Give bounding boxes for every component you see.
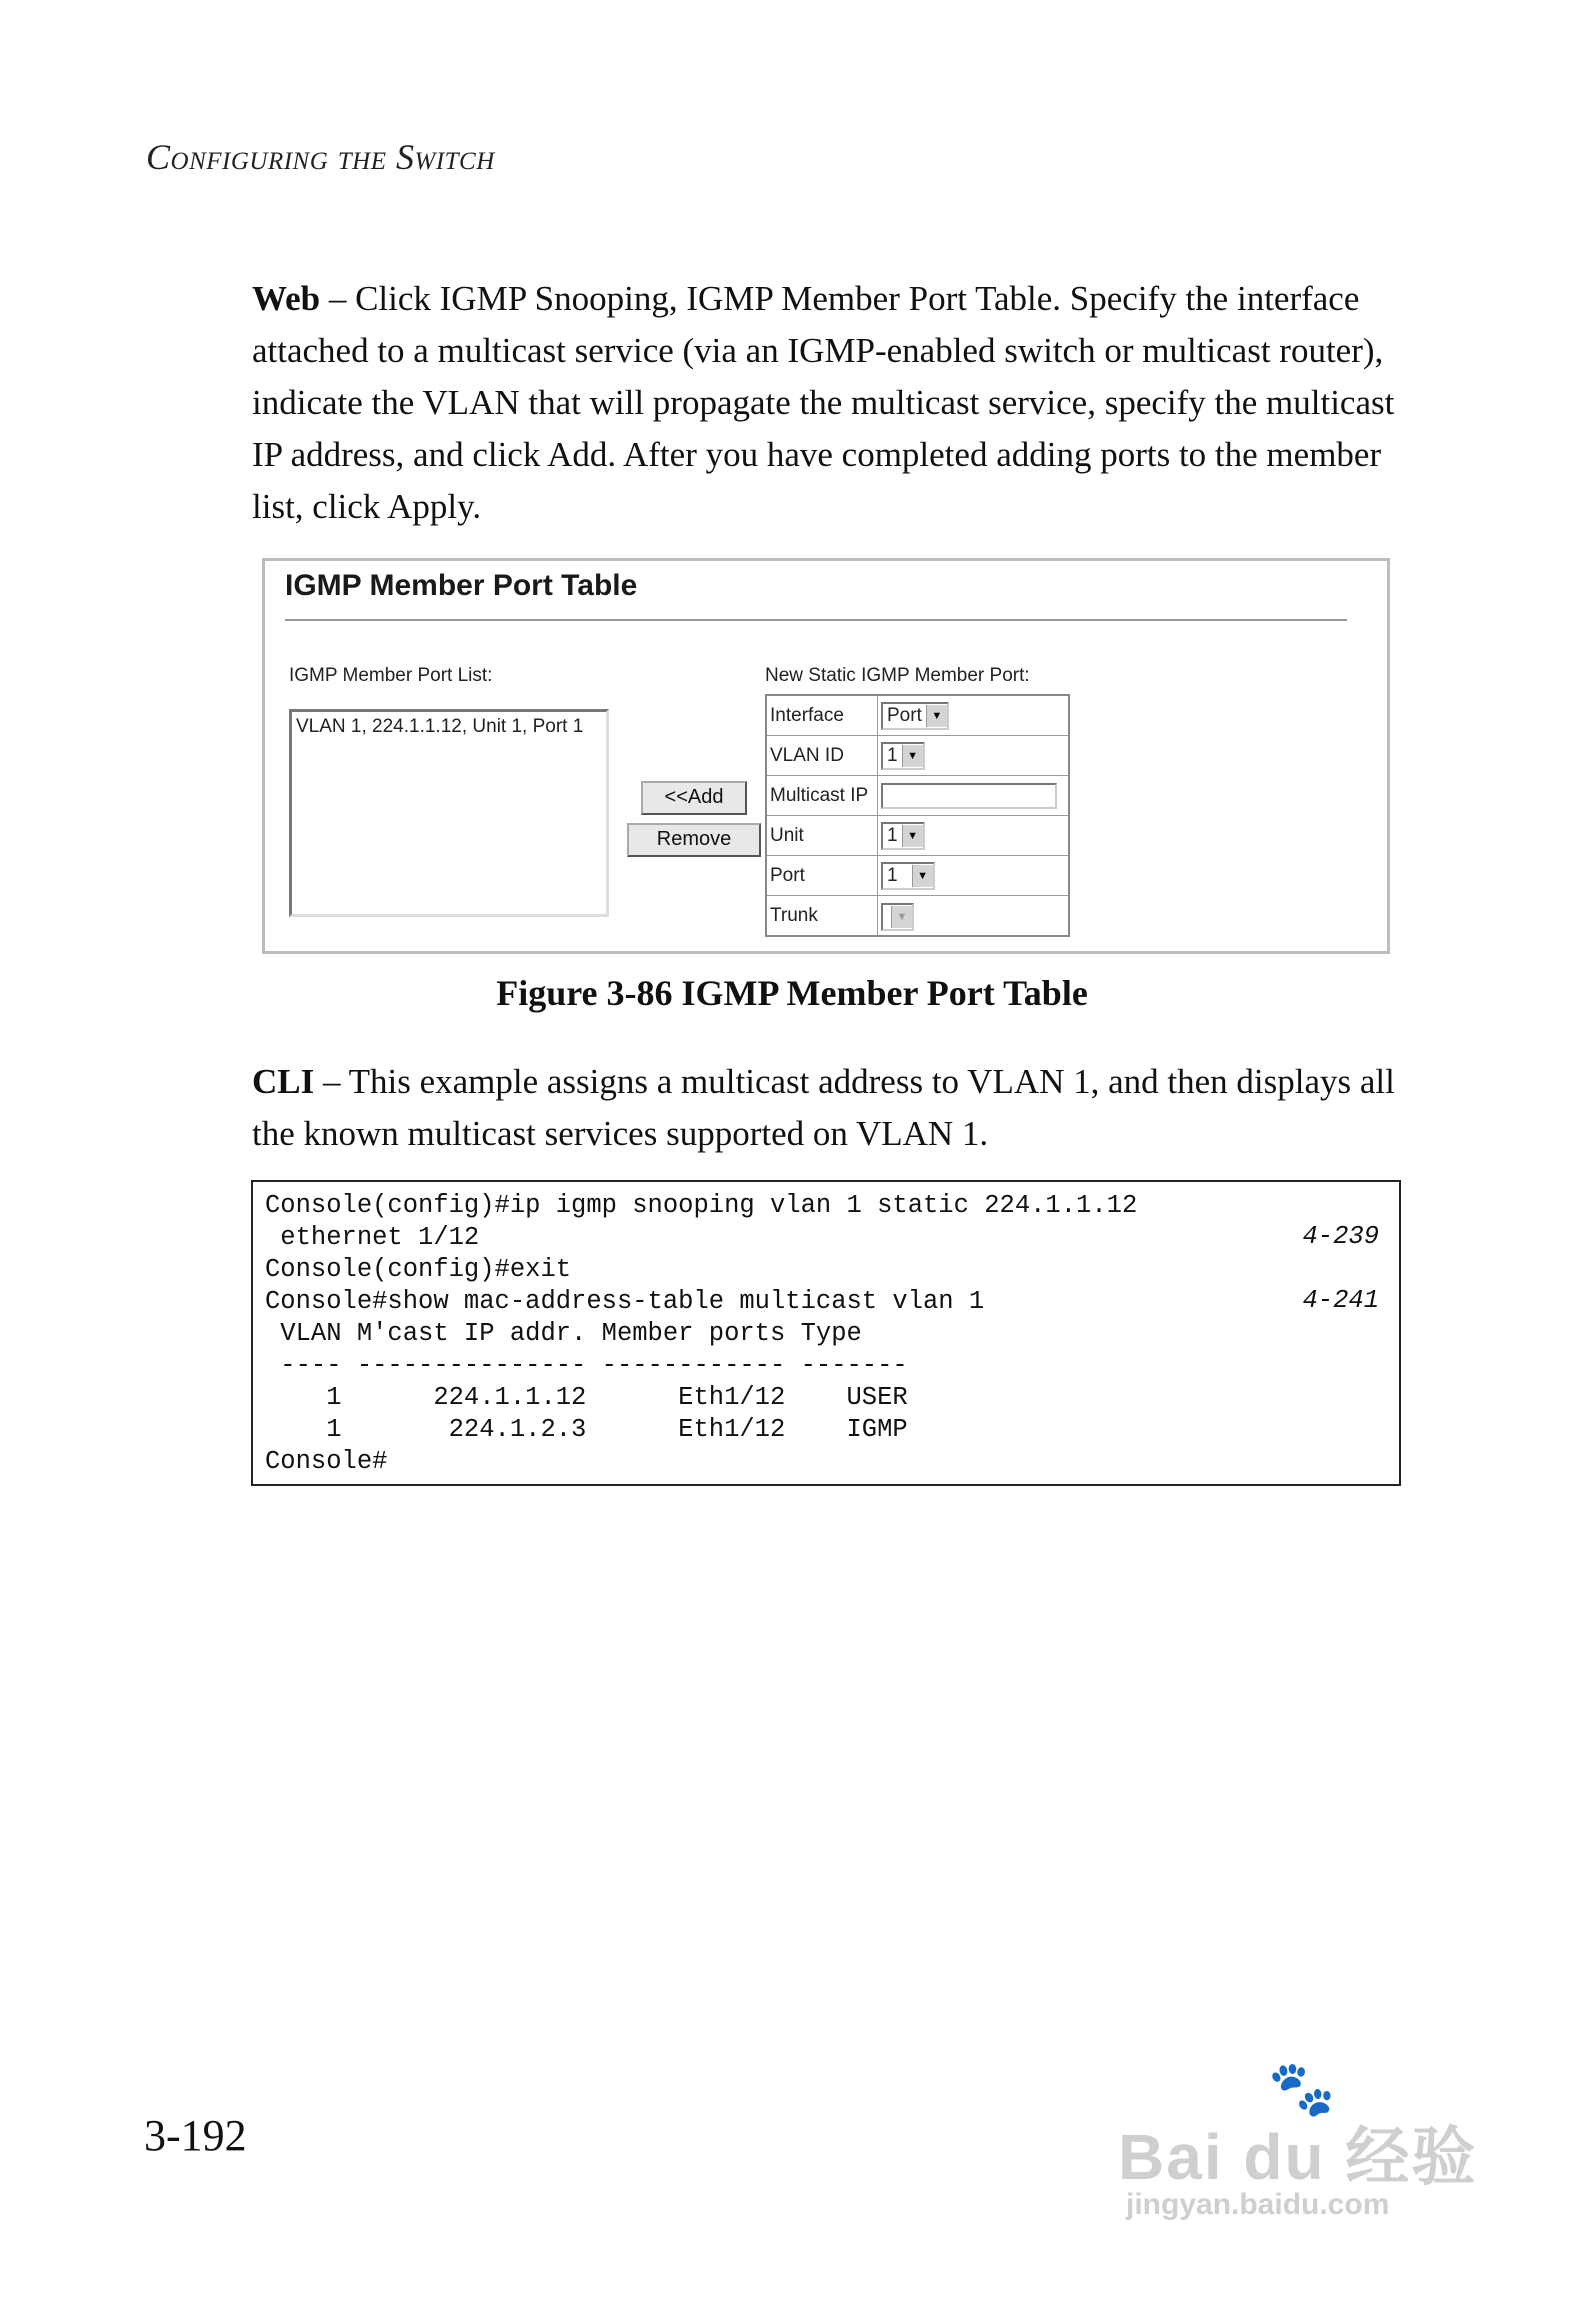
web-lead: Web bbox=[252, 279, 321, 318]
member-list-label: IGMP Member Port List: bbox=[289, 665, 493, 686]
code-line: VLAN M'cast IP addr. Member ports Type bbox=[265, 1319, 862, 1348]
unit-select[interactable] bbox=[881, 822, 925, 850]
baidu-watermark bbox=[1118, 2058, 1498, 2238]
cli-instructions bbox=[252, 1056, 1412, 1160]
multicast-ip-input[interactable] bbox=[881, 783, 1057, 809]
code-line: Console# bbox=[265, 1447, 388, 1476]
running-header: Configuring the Switch bbox=[146, 137, 495, 177]
code-line: 1 224.1.1.12 Eth1/12 USER bbox=[265, 1383, 908, 1412]
web-text: – Click IGMP Snooping, IGMP Member Port Table. Specify the interface attached to a multicast service (via an IGMP-enabled switch or multicast router), indicate the VLAN that will propagate the multicast service, specify the multicast IP address, and click Add. After you have completed adding ports to the member list, click Apply. bbox=[252, 279, 1395, 526]
dropdown-arrow-icon: ▼ bbox=[902, 825, 923, 847]
trunk-select[interactable] bbox=[881, 903, 914, 931]
igmp-member-port-panel bbox=[262, 558, 1390, 954]
panel-title: IGMP Member Port Table bbox=[285, 569, 638, 602]
code-line: ethernet 1/12 bbox=[265, 1223, 480, 1252]
code-line: Console(config)#ip igmp snooping vlan 1 static 224.1.1.12 bbox=[265, 1191, 1138, 1220]
vlan-id-select[interactable] bbox=[881, 742, 925, 770]
page-number: 3-192 bbox=[144, 2111, 247, 2160]
code-line: Console#show mac-address-table multicast vlan 1 bbox=[265, 1287, 985, 1316]
unit-label: Unit bbox=[766, 816, 878, 856]
figure-caption: Figure 3-86 IGMP Member Port Table bbox=[496, 973, 1088, 1013]
trunk-label: Trunk bbox=[766, 896, 878, 937]
list-item[interactable]: VLAN 1, 224.1.1.12, Unit 1, Port 1 bbox=[296, 716, 584, 737]
interface-label: Interface bbox=[766, 695, 878, 736]
paw-icon: 🐾 bbox=[1268, 2059, 1336, 2119]
xref-4-241: 4-241 bbox=[1302, 1286, 1379, 1315]
port-select[interactable] bbox=[881, 862, 935, 890]
title-divider bbox=[285, 619, 1347, 621]
cli-lead: CLI bbox=[252, 1062, 315, 1101]
vlan-id-value: 1 bbox=[887, 744, 898, 766]
remove-button[interactable]: Remove bbox=[627, 823, 761, 857]
new-member-form bbox=[765, 694, 1070, 937]
web-instructions bbox=[252, 273, 1412, 533]
watermark-logo: Bai du 经验 bbox=[1118, 2121, 1478, 2193]
code-line: Console(config)#exit bbox=[265, 1255, 572, 1284]
watermark-url: jingyan.baidu.com bbox=[1126, 2188, 1390, 2221]
cli-text: – This example assigns a multicast address to VLAN 1, and then displays all the known multicast services supported on VLAN 1. bbox=[252, 1062, 1395, 1153]
dropdown-arrow-icon: ▼ bbox=[891, 906, 912, 928]
member-port-list[interactable] bbox=[289, 709, 609, 917]
port-value: 1 bbox=[887, 864, 898, 886]
code-line: 1 224.1.2.3 Eth1/12 IGMP bbox=[265, 1415, 908, 1444]
new-member-label: New Static IGMP Member Port: bbox=[765, 665, 1030, 686]
code-line: ---- --------------- ------------ ------- bbox=[265, 1351, 908, 1380]
cli-example bbox=[251, 1180, 1401, 1486]
interface-value: Port bbox=[887, 704, 922, 726]
dropdown-arrow-icon: ▼ bbox=[902, 745, 923, 767]
vlan-id-label: VLAN ID bbox=[766, 736, 878, 776]
add-button[interactable]: <<Add bbox=[641, 781, 747, 815]
cli-code bbox=[265, 1190, 1137, 1478]
multicast-ip-label: Multicast IP bbox=[766, 776, 878, 816]
xref-4-239: 4-239 bbox=[1302, 1222, 1379, 1251]
dropdown-arrow-icon: ▼ bbox=[912, 865, 933, 887]
unit-value: 1 bbox=[887, 824, 898, 846]
dropdown-arrow-icon: ▼ bbox=[926, 705, 947, 727]
interface-select[interactable] bbox=[881, 702, 949, 730]
port-label: Port bbox=[766, 856, 878, 896]
